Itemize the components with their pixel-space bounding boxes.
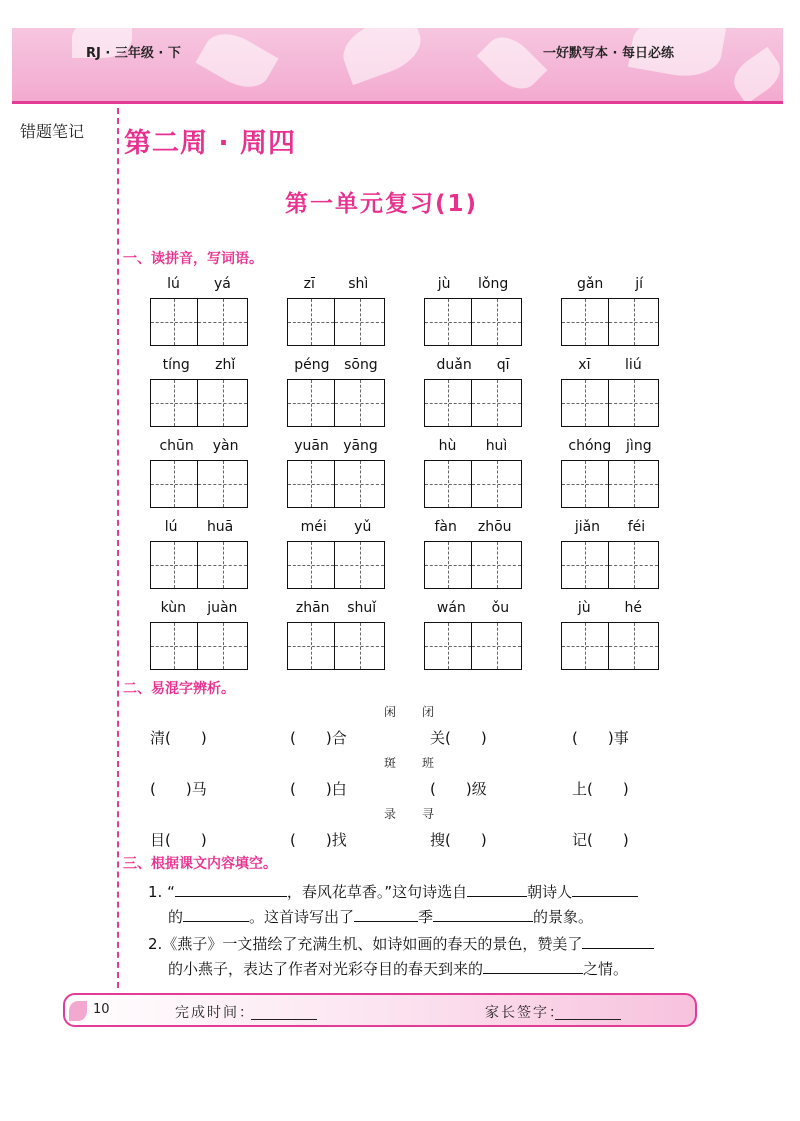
writing-grid xyxy=(287,460,385,508)
pinyin-syllable: tíng xyxy=(162,357,190,373)
word-cell xyxy=(150,357,248,427)
character-box[interactable] xyxy=(609,541,659,589)
hint-character: 斑 xyxy=(384,756,423,770)
pinyin xyxy=(424,276,522,298)
answer-blank[interactable] xyxy=(175,880,287,897)
writing-grid xyxy=(424,379,522,427)
fill-in-word[interactable]: 上( ) xyxy=(572,780,629,798)
pinyin-syllable: xī xyxy=(578,357,591,373)
writing-grid xyxy=(287,622,385,670)
pinyin-syllable: yāng xyxy=(343,438,378,454)
hint-character: 闲 xyxy=(384,705,423,719)
word-cell xyxy=(424,519,522,589)
word-cell xyxy=(287,276,385,346)
character-box[interactable] xyxy=(561,379,609,427)
word-cell xyxy=(561,357,659,427)
writing-grid xyxy=(561,460,659,508)
pinyin xyxy=(561,600,659,622)
word-cell xyxy=(561,600,659,670)
word-cell xyxy=(561,519,659,589)
character-box[interactable] xyxy=(609,460,659,508)
character-box[interactable] xyxy=(609,379,659,427)
text-fragment: 的 xyxy=(168,908,184,926)
writing-grid xyxy=(287,541,385,589)
character-box[interactable] xyxy=(424,298,472,346)
character-box[interactable] xyxy=(472,298,522,346)
petal-decoration xyxy=(726,47,783,104)
section1-heading: 一、读拼音，写词语。 xyxy=(123,251,263,267)
pinyin xyxy=(287,600,385,622)
character-pair-hint xyxy=(384,754,460,771)
word-cell xyxy=(287,357,385,427)
word-cell xyxy=(150,600,248,670)
question-1-line-2 xyxy=(168,905,593,927)
pinyin-syllable: kùn xyxy=(160,600,187,616)
writing-grid xyxy=(561,379,659,427)
writing-grid xyxy=(287,298,385,346)
pinyin-syllable: yǔ xyxy=(354,519,372,535)
character-box[interactable] xyxy=(287,460,335,508)
hint-character: 录 xyxy=(384,807,423,821)
character-pair-hint xyxy=(384,703,460,720)
pinyin xyxy=(287,519,385,541)
character-box[interactable] xyxy=(424,541,472,589)
word-cell xyxy=(424,357,522,427)
petal-icon xyxy=(69,1001,87,1021)
column-divider xyxy=(117,108,119,988)
word-cell xyxy=(424,276,522,346)
pinyin xyxy=(561,276,659,298)
pinyin xyxy=(424,438,522,460)
pinyin-syllable: sōng xyxy=(344,357,378,373)
text-fragment: 之情。 xyxy=(583,960,629,978)
fill-in-word[interactable]: 关( ) xyxy=(430,729,487,747)
character-box[interactable] xyxy=(335,622,385,670)
completion-time-field[interactable] xyxy=(251,1019,317,1020)
pinyin-syllable: qī xyxy=(496,357,510,373)
character-box[interactable] xyxy=(287,541,335,589)
answer-blank[interactable] xyxy=(183,905,249,922)
word-cell xyxy=(561,438,659,508)
character-box[interactable] xyxy=(150,622,198,670)
text-fragment: 季 xyxy=(418,908,434,926)
pinyin-syllable: shì xyxy=(348,276,369,292)
writing-grid xyxy=(150,622,248,670)
pinyin-syllable: yuān xyxy=(294,438,329,454)
petal-decoration xyxy=(195,28,278,97)
fill-in-word[interactable]: ( )找 xyxy=(290,831,347,849)
fill-in-word[interactable]: ( )马 xyxy=(150,780,207,798)
question-number: 1. xyxy=(148,883,163,901)
character-box[interactable] xyxy=(287,379,335,427)
pinyin-syllable: péng xyxy=(294,357,330,373)
writing-grid xyxy=(150,298,248,346)
header-grade: RJ · 三年级 · 下 xyxy=(86,46,181,61)
character-box[interactable] xyxy=(198,379,248,427)
text-fragment: 的小燕子，表达了作者对光彩夺目的春天到来的 xyxy=(168,960,484,978)
pinyin-syllable: yá xyxy=(214,276,231,292)
character-box[interactable] xyxy=(472,541,522,589)
pinyin-syllable: lǒng xyxy=(478,276,509,292)
word-cell xyxy=(287,438,385,508)
text-fragment: 《燕子》一文描绘了充满生机、如诗如画的春天的景色，赞美了 xyxy=(162,935,583,953)
pinyin-syllable: zhǐ xyxy=(215,357,236,373)
writing-grid xyxy=(561,298,659,346)
pinyin-syllable: yàn xyxy=(212,438,239,454)
writing-grid xyxy=(150,460,248,508)
pinyin xyxy=(150,276,248,298)
pinyin-syllable: jù xyxy=(577,600,591,616)
pinyin-syllable: gǎn xyxy=(576,276,604,292)
character-box[interactable] xyxy=(150,460,198,508)
fill-in-word[interactable]: 记( ) xyxy=(572,831,629,849)
writing-grid xyxy=(150,379,248,427)
character-box[interactable] xyxy=(198,541,248,589)
pinyin-syllable: juàn xyxy=(207,600,238,616)
character-box[interactable] xyxy=(424,379,472,427)
lesson-title: 第一单元复习(1) xyxy=(285,191,479,217)
question-number: 2. xyxy=(148,935,163,953)
character-box[interactable] xyxy=(287,622,335,670)
writing-grid xyxy=(150,541,248,589)
character-box[interactable] xyxy=(198,298,248,346)
day-title: 第二周 · 周四 xyxy=(124,128,297,159)
fill-in-word[interactable]: ( )级 xyxy=(430,780,487,798)
pinyin-syllable: liú xyxy=(625,357,642,373)
header-rule xyxy=(12,101,783,104)
writing-grid xyxy=(424,622,522,670)
writing-grid xyxy=(424,460,522,508)
pinyin-syllable: hé xyxy=(624,600,643,616)
pinyin xyxy=(424,600,522,622)
text-fragment: ，春风花草香。”这句诗选自 xyxy=(286,883,468,901)
character-box[interactable] xyxy=(335,298,385,346)
hint-character: 寻 xyxy=(422,807,461,821)
pinyin xyxy=(287,276,385,298)
word-cell xyxy=(150,276,248,346)
fill-in-word[interactable]: ( )白 xyxy=(290,780,347,798)
pinyin xyxy=(561,519,659,541)
writing-grid xyxy=(287,379,385,427)
character-box[interactable] xyxy=(424,460,472,508)
section2-heading: 二、易混字辨析。 xyxy=(123,681,235,697)
pinyin-syllable: duǎn xyxy=(436,357,472,373)
answer-blank[interactable] xyxy=(467,880,527,897)
pinyin-syllable: lú xyxy=(164,519,178,535)
writing-grid xyxy=(424,541,522,589)
section3-heading: 三、根据课文内容填空。 xyxy=(123,856,277,872)
parent-signature-label: 家长签字： xyxy=(485,1005,565,1021)
pinyin-syllable: huā xyxy=(206,519,234,535)
pinyin xyxy=(150,357,248,379)
question-1-line-1 xyxy=(148,880,638,902)
character-box[interactable] xyxy=(335,460,385,508)
pinyin xyxy=(150,438,248,460)
character-box[interactable] xyxy=(472,379,522,427)
character-box[interactable] xyxy=(609,622,659,670)
character-box[interactable] xyxy=(198,622,248,670)
character-box[interactable] xyxy=(561,541,609,589)
pinyin-syllable: jiǎn xyxy=(574,519,601,535)
hint-character: 闭 xyxy=(422,705,461,719)
mistake-notes-label: 错题笔记 xyxy=(20,122,85,141)
pinyin xyxy=(287,357,385,379)
fill-in-word[interactable]: ( )事 xyxy=(572,729,629,747)
writing-grid xyxy=(561,622,659,670)
header-series: 一好默写本 · 每日必练 xyxy=(543,46,674,61)
pinyin-syllable: jí xyxy=(635,276,644,292)
completion-time-label: 完成时间： xyxy=(175,1005,255,1021)
question-2-line-1 xyxy=(148,932,654,954)
character-box[interactable] xyxy=(150,298,198,346)
pinyin-syllable: jìng xyxy=(626,438,652,454)
pinyin-syllable: fàn xyxy=(434,519,457,535)
fill-in-word[interactable]: 搜( ) xyxy=(430,831,487,849)
pinyin-syllable: jù xyxy=(437,276,451,292)
pinyin xyxy=(150,600,248,622)
text-fragment: 。这首诗写出了 xyxy=(249,908,355,926)
footer-bar xyxy=(63,993,697,1027)
text-fragment: 的景象。 xyxy=(533,908,594,926)
hint-character: 班 xyxy=(422,756,461,770)
text-fragment: 朝诗人 xyxy=(527,883,573,901)
pinyin-syllable: huì xyxy=(485,438,508,454)
word-cell xyxy=(287,519,385,589)
answer-blank[interactable] xyxy=(572,880,638,897)
page-number: 10 xyxy=(93,1002,110,1017)
header-banner xyxy=(12,28,783,104)
pinyin-syllable: wán xyxy=(436,600,466,616)
answer-blank[interactable] xyxy=(433,905,533,922)
answer-blank[interactable] xyxy=(582,932,654,949)
pinyin xyxy=(561,438,659,460)
character-pair-hint xyxy=(384,805,460,822)
pinyin-syllable: chūn xyxy=(159,438,194,454)
pinyin-syllable: shuǐ xyxy=(347,600,377,616)
answer-blank[interactable] xyxy=(354,905,418,922)
character-box[interactable] xyxy=(472,460,522,508)
pinyin-syllable: lú xyxy=(167,276,180,292)
word-cell xyxy=(150,519,248,589)
pinyin xyxy=(424,519,522,541)
word-cell xyxy=(424,438,522,508)
word-cell xyxy=(287,600,385,670)
character-box[interactable] xyxy=(150,379,198,427)
pinyin-syllable: méi xyxy=(300,519,327,535)
text-fragment: “ xyxy=(167,883,175,901)
character-box[interactable] xyxy=(561,298,609,346)
character-box[interactable] xyxy=(198,460,248,508)
word-cell xyxy=(150,438,248,508)
character-box[interactable] xyxy=(150,541,198,589)
character-box[interactable] xyxy=(335,541,385,589)
petal-decoration xyxy=(336,28,428,85)
character-box[interactable] xyxy=(424,622,472,670)
pinyin xyxy=(561,357,659,379)
pinyin-syllable: zhōu xyxy=(477,519,512,535)
petal-decoration xyxy=(477,28,548,98)
pinyin xyxy=(287,438,385,460)
pinyin-syllable: ǒu xyxy=(491,600,510,616)
fill-in-word[interactable]: 目( ) xyxy=(150,831,207,849)
pinyin-syllable: zhān xyxy=(295,600,330,616)
answer-blank[interactable] xyxy=(483,957,583,974)
character-box[interactable] xyxy=(561,622,609,670)
writing-grid xyxy=(561,541,659,589)
pinyin xyxy=(424,357,522,379)
word-cell xyxy=(561,276,659,346)
pinyin-syllable: zī xyxy=(303,276,315,292)
word-cell xyxy=(424,600,522,670)
writing-grid xyxy=(424,298,522,346)
pinyin xyxy=(150,519,248,541)
question-2-line-2 xyxy=(168,957,628,979)
pinyin-syllable: hù xyxy=(438,438,457,454)
fill-in-word[interactable]: ( )合 xyxy=(290,729,347,747)
pinyin-syllable: féi xyxy=(627,519,646,535)
character-box[interactable] xyxy=(335,379,385,427)
parent-signature-field[interactable] xyxy=(555,1019,621,1020)
character-box[interactable] xyxy=(472,622,522,670)
pinyin-syllable: chóng xyxy=(568,438,612,454)
character-box[interactable] xyxy=(287,298,335,346)
fill-in-word[interactable]: 清( ) xyxy=(150,729,207,747)
character-box[interactable] xyxy=(609,298,659,346)
character-box[interactable] xyxy=(561,460,609,508)
